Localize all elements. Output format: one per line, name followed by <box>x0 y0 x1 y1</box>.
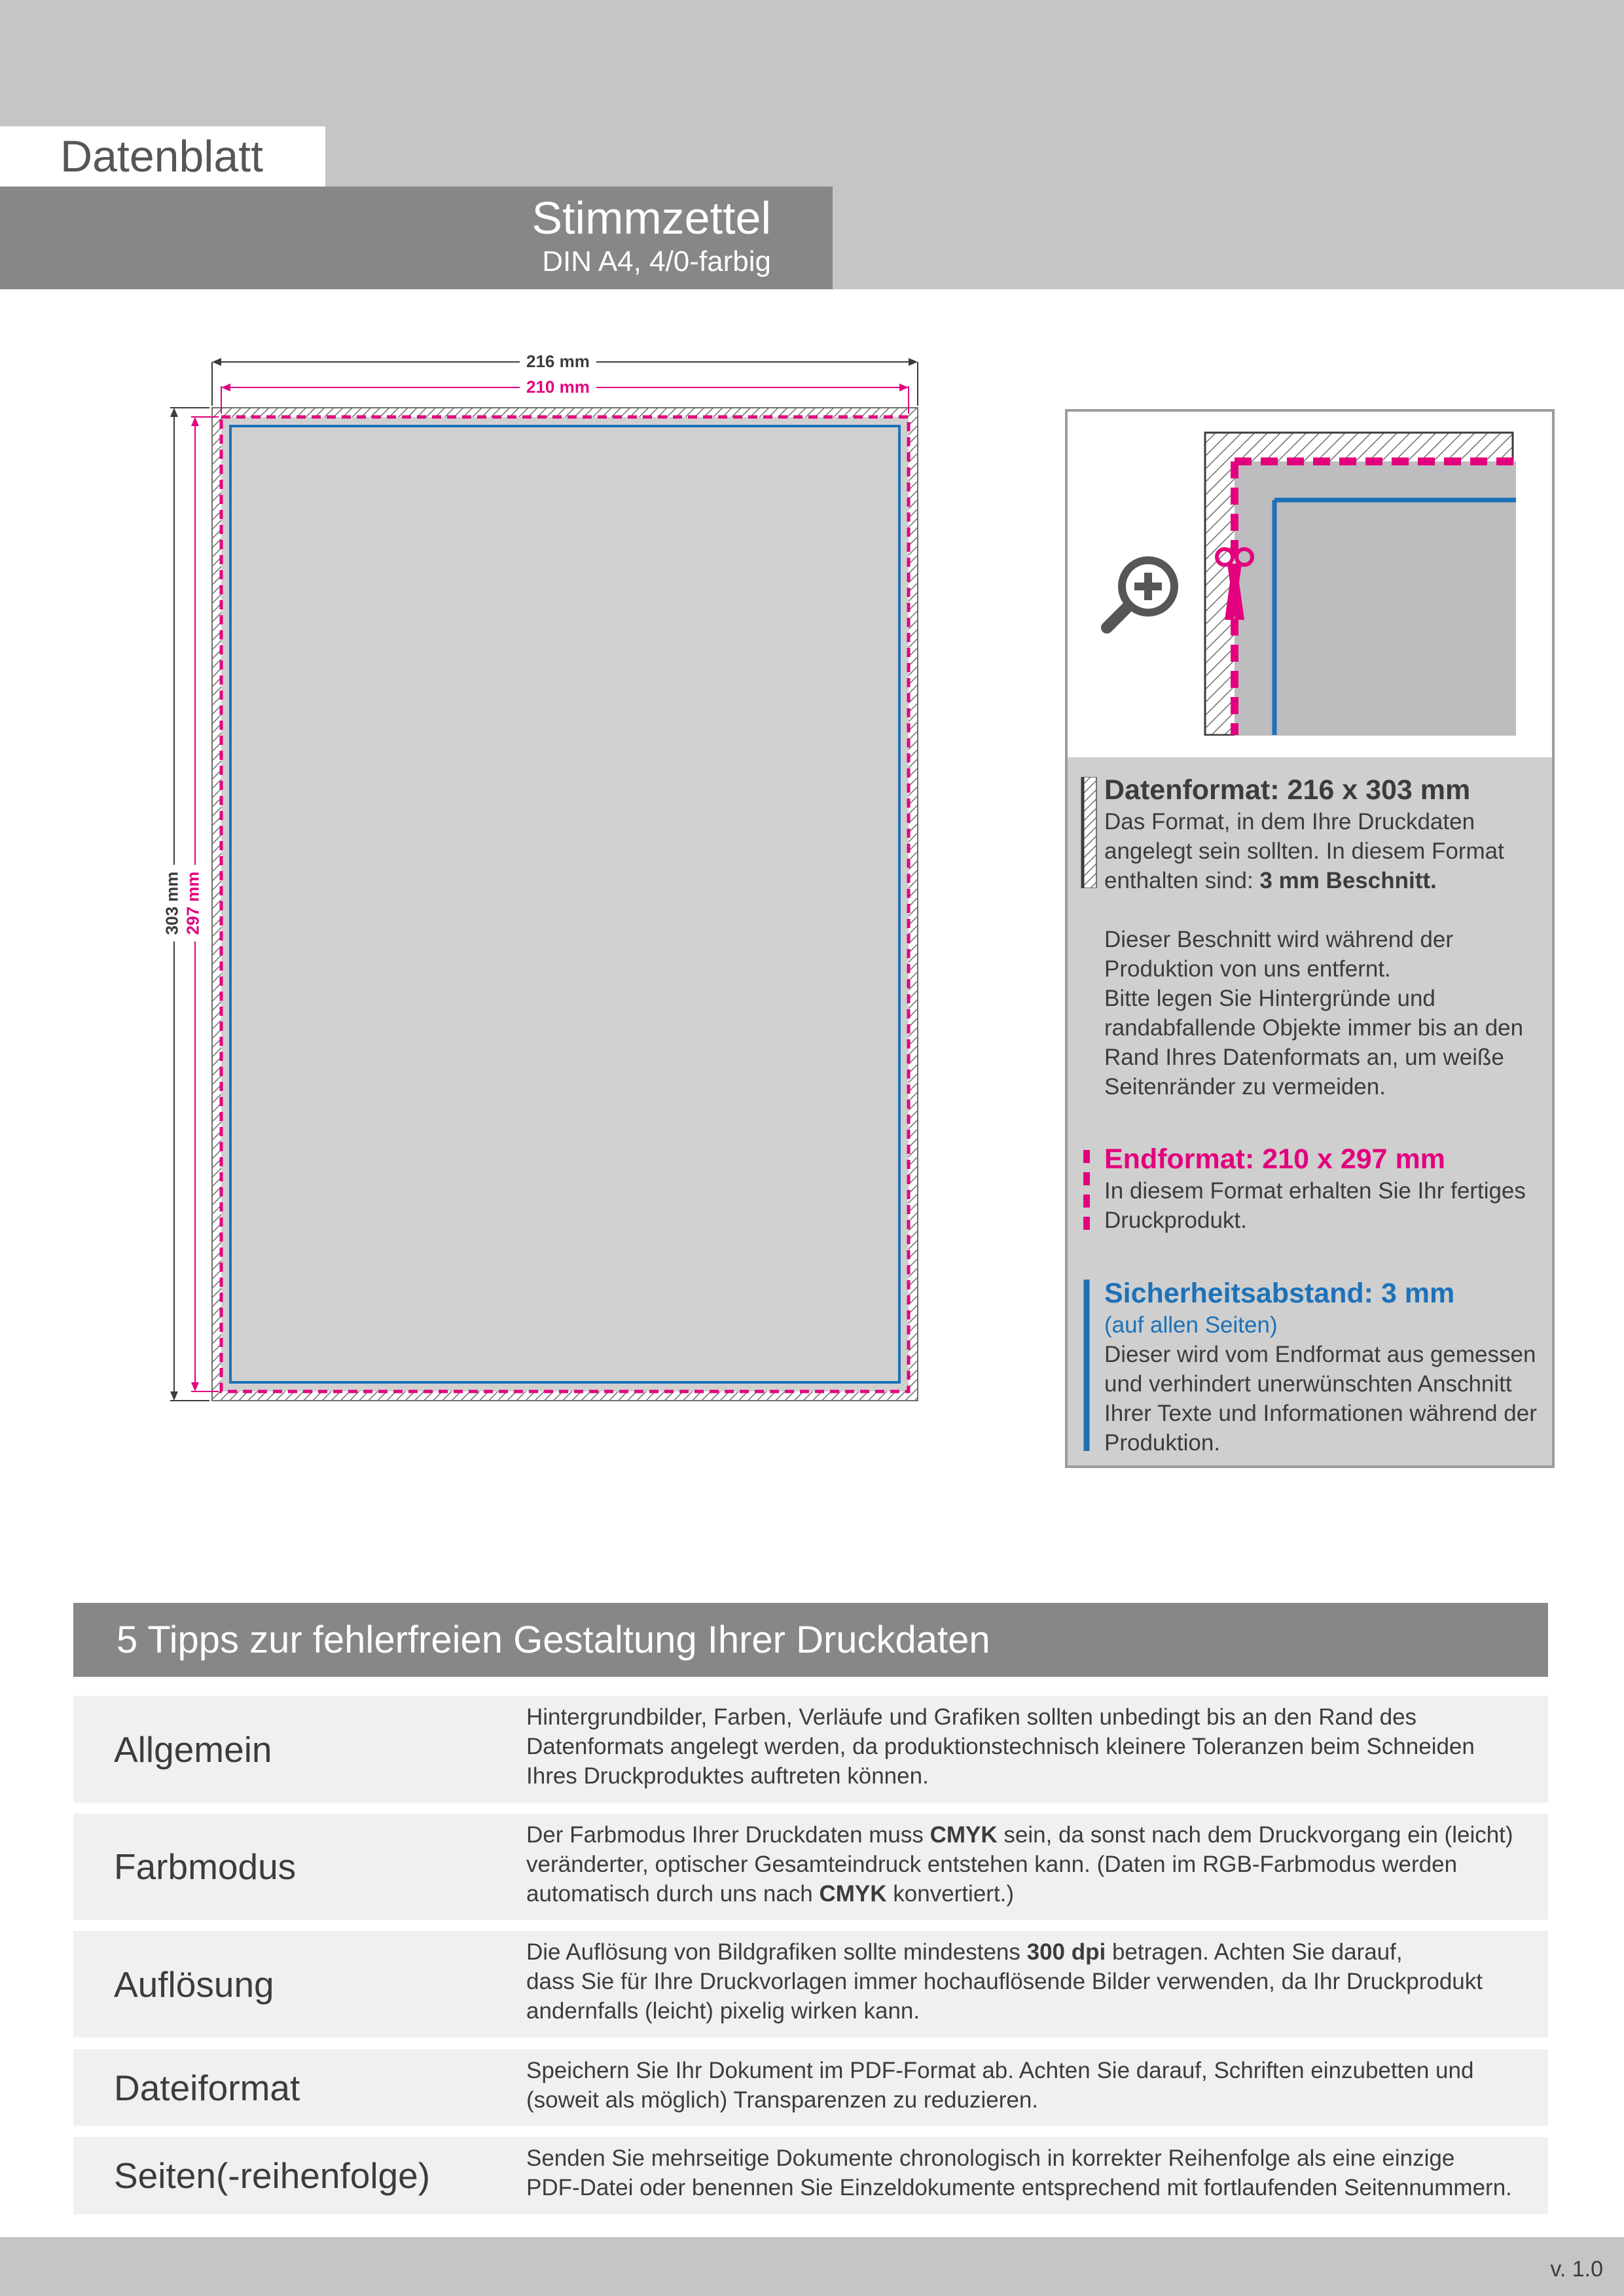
version-label: v. 1.0 <box>1550 2257 1603 2282</box>
tip-row-farbmodus <box>73 1814 1548 1920</box>
tip-line-text: sein, da sonst nach dem Druckvorgang ein (leicht) <box>997 1822 1513 1848</box>
tip-row-seiten <box>73 2137 1548 2214</box>
tip-line-text: automatisch durch uns nach <box>526 1881 820 1907</box>
sicherheit-line: und verhindert unerwünschten Anschnitt <box>1104 1371 1512 1397</box>
tip-category: Seiten(-reihenfolge) <box>114 2155 431 2196</box>
tip-line-text: konvertiert.) <box>886 1881 1015 1907</box>
format-drawing-svg <box>151 340 936 1427</box>
sicherheit-line: Ihrer Texte und Informationen während der <box>1104 1401 1537 1426</box>
tip-line: veränderter, optischer Gesamteindruck entstehen kann. (Daten im RGB-Farbmodus werden <box>526 1852 1458 1877</box>
final-height-label: 297 mm <box>183 865 202 942</box>
tip-line: Ihres Druckproduktes auftreten können. <box>526 1763 929 1789</box>
datenformat-line-text: enthalten sind: <box>1104 868 1260 893</box>
product-title: Stimmzettel <box>532 192 771 243</box>
tip-line: Speichern Sie Ihr Dokument im PDF-Format ab. Achten Sie darauf, Schriften einzubetten und <box>526 2058 1474 2083</box>
tip-line <box>526 1879 1534 1909</box>
datenformat-note: randabfallende Objekte immer bis an den <box>1104 1015 1524 1041</box>
tip-line: (soweit als möglich) Transparenzen zu reduzieren. <box>526 2087 1039 2113</box>
tip-row-aufloesung <box>73 1931 1548 2037</box>
tip-text <box>526 2056 1534 2115</box>
data-height-label: 303 mm <box>162 865 181 942</box>
tip-text <box>526 1702 1534 1791</box>
zoom-detail <box>1068 412 1552 757</box>
product-title-bar <box>0 187 833 289</box>
trim-marker-icon <box>1081 1150 1098 1232</box>
datenformat-note: Bitte legen Sie Hintergründe und <box>1104 986 1435 1011</box>
tip-line: dass Sie für Ihre Druckvorlagen immer hochauflösende Bilder verwenden, da Ihr Druckprodukt <box>526 1969 1483 1994</box>
endformat-line: In diesem Format erhalten Sie Ihr fertiges <box>1104 1178 1526 1204</box>
tip-line: Datenformats angelegt werden, da produktionstechnisch kleinere Toleranzen beim Schneiden <box>526 1734 1475 1759</box>
sicherheit-line: Produktion. <box>1104 1430 1221 1456</box>
sicherheit-section <box>1104 1276 1549 1458</box>
datenformat-title: Datenformat: 216 x 303 mm <box>1104 774 1471 806</box>
tip-highlight: CMYK <box>819 1881 887 1907</box>
data-width-label: 216 mm <box>520 352 596 370</box>
datenformat-bleed-value: 3 mm Beschnitt. <box>1259 868 1437 893</box>
datenformat-note: Rand Ihres Datenformats an, um weiße <box>1104 1045 1504 1070</box>
tip-line <box>526 1937 1534 1967</box>
zoom-in-icon <box>1107 556 1178 628</box>
tip-highlight: CMYK <box>929 1822 998 1848</box>
tip-highlight: 300 dpi <box>1026 1939 1106 1965</box>
tip-category: Farbmodus <box>114 1846 297 1887</box>
format-legend <box>1065 409 1555 1468</box>
tip-text <box>526 1937 1534 2026</box>
footer-band <box>0 2237 1624 2296</box>
tip-line: andernfalls (leicht) pixelig wirken kann. <box>526 1998 920 2024</box>
datenformat-note: Dieser Beschnitt wird während der <box>1104 927 1454 952</box>
datenformat-line: angelegt sein sollten. In diesem Format <box>1104 838 1504 864</box>
sicherheit-line: Dieser wird vom Endformat aus gemessen <box>1104 1342 1536 1367</box>
final-format-area <box>221 417 909 1391</box>
tip-line <box>526 1820 1534 1850</box>
zoom-detail-svg <box>1068 412 1552 757</box>
endformat-section <box>1104 1142 1549 1235</box>
tip-line-text: Der Farbmodus Ihrer Druckdaten muss <box>526 1822 930 1848</box>
format-drawing <box>151 340 936 1427</box>
tip-text <box>526 1820 1534 1909</box>
tip-line-text: Die Auflösung von Bildgrafiken sollte mindestens <box>526 1939 1027 1965</box>
tip-line: PDF-Datei oder benennen Sie Einzeldokumente entsprechend mit fortlaufenden Seitennummern. <box>526 2175 1512 2200</box>
sheet-label: Datenblatt <box>0 126 325 187</box>
tip-category: Auflösung <box>114 1964 274 2005</box>
datenformat-section <box>1104 773 1549 1102</box>
tip-line-text: betragen. Achten Sie darauf, <box>1106 1939 1403 1965</box>
product-subtitle: DIN A4, 4/0-farbig <box>542 245 771 278</box>
tip-category: Allgemein <box>114 1729 272 1770</box>
final-width-label: 210 mm <box>520 378 596 396</box>
safety-marker-icon <box>1081 1280 1098 1451</box>
datenformat-line: Das Format, in dem Ihre Druckdaten <box>1104 809 1475 834</box>
tip-text <box>526 2144 1534 2202</box>
tip-row-dateiformat <box>73 2049 1548 2126</box>
tip-line: Hintergrundbilder, Farben, Verläufe und Grafiken sollten unbedingt bis an den Rand des <box>526 1704 1417 1730</box>
bleed-marker-icon <box>1081 777 1098 888</box>
tip-row-allgemein <box>73 1696 1548 1803</box>
tips-heading: 5 Tipps zur fehlerfreien Gestaltung Ihrer Druckdaten <box>73 1603 1548 1677</box>
endformat-line: Druckprodukt. <box>1104 1208 1247 1233</box>
datenformat-note: Produktion von uns entfernt. <box>1104 956 1391 982</box>
sicherheit-title: Sicherheitsabstand: 3 mm <box>1104 1278 1455 1309</box>
datenformat-line <box>1104 866 1549 895</box>
datenformat-note: Seitenränder zu vermeiden. <box>1104 1074 1386 1100</box>
sicherheit-subtitle: (auf allen Seiten) <box>1104 1312 1278 1338</box>
tip-category: Dateiformat <box>114 2067 300 2108</box>
endformat-title: Endformat: 210 x 297 mm <box>1104 1143 1445 1175</box>
tip-line: Senden Sie mehrseitige Dokumente chronologisch in korrekter Reihenfolge als eine einzige <box>526 2145 1455 2171</box>
